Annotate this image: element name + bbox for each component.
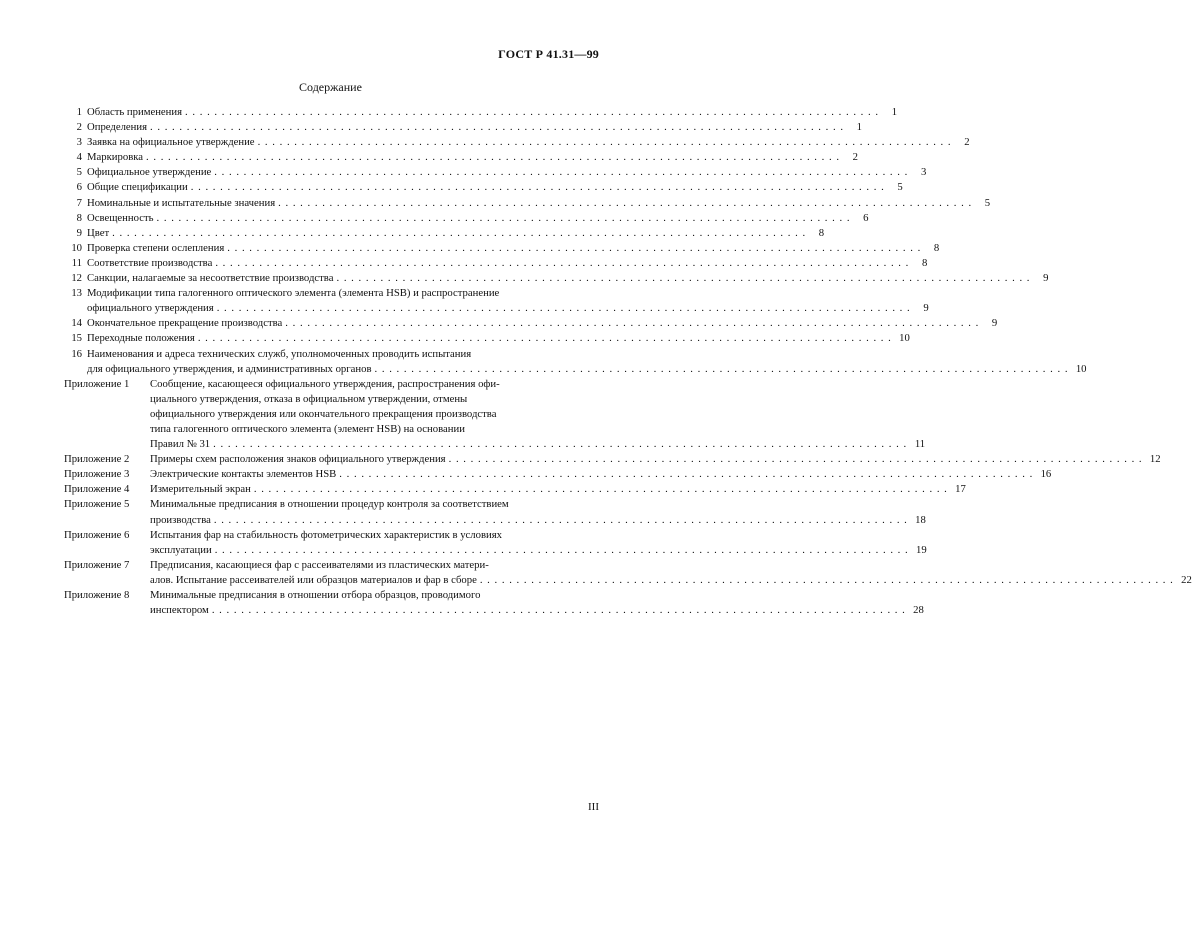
appendix-label: Приложение 2 [64, 453, 130, 466]
appendix-label: Приложение 6 [64, 528, 130, 541]
section-number: 14 [71, 317, 82, 330]
section-number: 13 [71, 287, 82, 300]
entry-title-line: Примеры схем расположения знаков официального утверждения [150, 453, 446, 466]
entry-title-line: эксплуатации [150, 543, 212, 556]
section-number: 7 [76, 196, 82, 209]
toc-appendix-entry[interactable] [64, 528, 927, 558]
section-number: 15 [71, 332, 82, 345]
dot-leader: . . . . . . . . . . . . . . . . . . . . . . . . . . . . . . . . . . . . . . . . . . . . . . . . . . . . . . . . . . . . . . . . . . . . . . . . . . . . . . . . . . . . . . . . . . . . . . . [185, 106, 880, 118]
entry-title-line: Маркировка [87, 151, 144, 164]
entry-title-line: Область применения [87, 106, 183, 118]
toc-section-entry[interactable] [64, 211, 869, 226]
toc-section-entry[interactable] [64, 347, 1087, 377]
dot-leader: . . . . . . . . . . . . . . . . . . . . . . . . . . . . . . . . . . . . . . . . . . . . . . . . . . . . . . . . . . . . . . . . . . . . . . . . . . . . . . . . . . . . . . . . . . . . . . . [448, 453, 1143, 466]
entry-title-line: Электрические контакты элементов HSB [150, 468, 337, 481]
dot-leader: . . . . . . . . . . . . . . . . . . . . . . . . . . . . . . . . . . . . . . . . . . . . . . . . . . . . . . . . . . . . . . . . . . . . . . . . . . . . . . . . . . . . . . . . . . . . . . . [156, 211, 851, 224]
appendix-label: Приложение 4 [64, 483, 130, 496]
entry-title-line: Минимальные предписания в отношении отбора образцов, проводимого [150, 589, 481, 601]
section-number: 9 [76, 226, 82, 239]
page-number-ref: 1 [891, 106, 898, 118]
toc-section-entry[interactable] [64, 135, 970, 150]
page-number-ref: 22 [1181, 573, 1192, 586]
page-number-ref: 9 [923, 302, 929, 315]
dot-leader: . . . . . . . . . . . . . . . . . . . . . . . . . . . . . . . . . . . . . . . . . . . . . . . . . . . . . . . . . . . . . . . . . . . . . . . . . . . . . . . . . . . . . . . . . . . . . . . [257, 136, 952, 149]
entry-title-line: Цвет [87, 226, 110, 239]
standard-code-header: ГОСТ Р 41.31—99 [498, 47, 599, 61]
dot-leader: . . . . . . . . . . . . . . . . . . . . . . . . . . . . . . . . . . . . . . . . . . . . . . . . . . . . . . . . . . . . . . . . . . . . . . . . . . . . . . . . . . . . . . . . . . . . . . . [479, 573, 1174, 586]
entry-title-line: Минимальные предписания в отношении процедур контроля за соответствием [150, 498, 509, 511]
entry-title-line: официального утверждения [87, 302, 214, 315]
dot-leader: . . . . . . . . . . . . . . . . . . . . . . . . . . . . . . . . . . . . . . . . . . . . . . . . . . . . . . . . . . . . . . . . . . . . . . . . . . . . . . . . . . . . . . . . . . . . . . . [190, 181, 885, 194]
dot-leader: . . . . . . . . . . . . . . . . . . . . . . . . . . . . . . . . . . . . . . . . . . . . . . . . . . . . . . . . . . . . . . . . . . . . . . . . . . . . . . . . . . . . . . . . . . . . . . . [214, 166, 909, 179]
dot-leader: . . . . . . . . . . . . . . . . . . . . . . . . . . . . . . . . . . . . . . . . . . . . . . . . . . . . . . . . . . . . . . . . . . . . . . . . . . . . . . . . . . . . . . . . . . . . . . . [336, 272, 1031, 285]
toc-title: Содержание [299, 80, 362, 94]
toc-appendix-entry[interactable] [64, 452, 1161, 467]
section-number: 2 [76, 121, 82, 134]
entry-title-line: Предписания, касающиеся фар с рассеивателями из пластических матери- [150, 558, 489, 571]
page-number-ref: 8 [933, 241, 940, 254]
entry-title-line: Сообщение, касающееся официального утверждения, распространения офи- [150, 377, 500, 390]
toc-appendix-entry[interactable] [64, 588, 924, 618]
entry-title-line: Официальное утверждение [87, 166, 212, 179]
entry-title-line: официального утверждения или окончательного прекращения производства [150, 407, 497, 420]
page-number-ref: 1 [856, 121, 862, 134]
page-number-ref: 5 [897, 181, 903, 194]
entry-title-line: Проверка степени ослепления [87, 241, 225, 254]
appendix-label: Приложение 8 [64, 589, 130, 601]
entry-title-line: инспектором [150, 604, 209, 617]
toc-section-entry[interactable] [64, 226, 825, 241]
section-number: 1 [76, 106, 82, 118]
dot-leader: . . . . . . . . . . . . . . . . . . . . . . . . . . . . . . . . . . . . . . . . . . . . . . . . . . . . . . . . . . . . . . . . . . . . . . . . . . . . . . . . . . . . . . . . . . . . . . . [197, 332, 892, 345]
section-number: 12 [71, 272, 82, 285]
toc-section-entry[interactable] [64, 331, 910, 346]
page-number-ref: 9 [991, 317, 998, 330]
toc-section-entry[interactable] [64, 105, 898, 120]
entry-title-line: Переходные положения [87, 332, 195, 345]
dot-leader: . . . . . . . . . . . . . . . . . . . . . . . . . . . . . . . . . . . . . . . . . . . . . . . . . . . . . . . . . . . . . . . . . . . . . . . . . . . . . . . . . . . . . . . . . . . . . . . [339, 468, 1034, 481]
dot-leader: . . . . . . . . . . . . . . . . . . . . . . . . . . . . . . . . . . . . . . . . . . . . . . . . . . . . . . . . . . . . . . . . . . . . . . . . . . . . . . . . . . . . . . . . . . . . . . . [278, 196, 973, 209]
dot-leader: . . . . . . . . . . . . . . . . . . . . . . . . . . . . . . . . . . . . . . . . . . . . . . . . . . . . . . . . . . . . . . . . . . . . . . . . . . . . . . . . . . . . . . . . . . . . . . . [211, 604, 906, 617]
entry-title-line: Испытания фар на стабильность фотометрических характеристик в условиях [150, 528, 502, 541]
appendix-label: Приложение 5 [64, 498, 130, 511]
entry-title-line: Санкции, налагаемые за несоответствие производства [87, 272, 334, 285]
entry-title-line: Измерительный экран [150, 483, 251, 496]
toc-appendix-entry[interactable] [64, 558, 1192, 588]
dot-leader: . . . . . . . . . . . . . . . . . . . . . . . . . . . . . . . . . . . . . . . . . . . . . . . . . . . . . . . . . . . . . . . . . . . . . . . . . . . . . . . . . . . . . . . . . . . . . . . [285, 317, 980, 330]
section-number: 3 [76, 136, 82, 149]
page-number: III [588, 801, 599, 813]
page-number-ref: 2 [964, 136, 970, 149]
appendix-label: Приложение 3 [64, 468, 130, 481]
section-number: 8 [76, 211, 82, 224]
toc-section-entry[interactable] [64, 241, 940, 256]
dot-leader: . . . . . . . . . . . . . . . . . . . . . . . . . . . . . . . . . . . . . . . . . . . . . . . . . . . . . . . . . . . . . . . . . . . . . . . . . . . . . . . . . . . . . . . . . . . . . . . [150, 121, 844, 134]
page-number-ref: 9 [1043, 272, 1049, 285]
page-number-ref: 8 [921, 256, 928, 269]
entry-title-line: алов. Испытание рассеивателей или образцов материалов и фар в сборе [150, 573, 477, 586]
entry-title-line: Окончательное прекращение производства [87, 317, 283, 330]
toc-section-entry[interactable] [64, 150, 858, 165]
dot-leader: . . . . . . . . . . . . . . . . . . . . . . . . . . . . . . . . . . . . . . . . . . . . . . . . . . . . . . . . . . . . . . . . . . . . . . . . . . . . . . . . . . . . . . . . . . . . . . . [253, 483, 948, 496]
dot-leader: . . . . . . . . . . . . . . . . . . . . . . . . . . . . . . . . . . . . . . . . . . . . . . . . . . . . . . . . . . . . . . . . . . . . . . . . . . . . . . . . . . . . . . . . . . . . . . . [213, 438, 908, 451]
appendix-label: Приложение 1 [64, 377, 130, 390]
entry-title-line: Заявка на официальное утверждение [87, 136, 255, 149]
dot-leader: . . . . . . . . . . . . . . . . . . . . . . . . . . . . . . . . . . . . . . . . . . . . . . . . . . . . . . . . . . . . . . . . . . . . . . . . . . . . . . . . . . . . . . . . . . . . . . . [227, 241, 922, 254]
entry-title-line: Общие спецификации [87, 181, 188, 194]
entry-title-line: циального утверждения, отказа в официальном утверждении, отмены [150, 392, 468, 405]
page-number-ref: 19 [915, 543, 927, 556]
entry-title-line: Соответствие производства [87, 256, 213, 269]
entry-title-line: для официального утверждения, и административных органов [87, 362, 372, 375]
page-number-ref: 3 [920, 166, 927, 179]
toc-section-entry[interactable] [64, 271, 1049, 286]
entry-title-line: Номинальные и испытательные значения [87, 196, 276, 209]
page-number-ref: 11 [914, 438, 926, 451]
page-number-ref: 12 [1149, 453, 1161, 466]
toc-section-entry[interactable] [64, 316, 998, 331]
page-number-ref: 18 [915, 513, 926, 526]
dot-leader: . . . . . . . . . . . . . . . . . . . . . . . . . . . . . . . . . . . . . . . . . . . . . . . . . . . . . . . . . . . . . . . . . . . . . . . . . . . . . . . . . . . . . . . . . . . . . . . [216, 302, 911, 315]
dot-leader: . . . . . . . . . . . . . . . . . . . . . . . . . . . . . . . . . . . . . . . . . . . . . . . . . . . . . . . . . . . . . . . . . . . . . . . . . . . . . . . . . . . . . . . . . . . . . . . [374, 362, 1069, 375]
section-number: 6 [76, 181, 82, 194]
section-number: 4 [76, 151, 82, 164]
page-number-ref: 6 [863, 211, 869, 224]
toc-section-entry[interactable] [64, 256, 928, 271]
entry-title-line: Правил № 31 [150, 438, 211, 451]
page-number-ref: 10 [1075, 362, 1087, 375]
toc-section-entry[interactable] [64, 180, 903, 195]
entry-title-line: Освещенность [87, 211, 154, 224]
entry-title-line: Модификации типа галогенного оптического элемента (элемента HSB) и распространение [87, 287, 500, 300]
toc-appendix-entry[interactable] [64, 497, 926, 527]
section-number: 16 [71, 347, 82, 360]
dot-leader: . . . . . . . . . . . . . . . . . . . . . . . . . . . . . . . . . . . . . . . . . . . . . . . . . . . . . . . . . . . . . . . . . . . . . . . . . . . . . . . . . . . . . . . . . . . . . . . [213, 513, 908, 526]
appendix-label: Приложение 7 [64, 558, 130, 571]
section-number: 10 [71, 241, 82, 254]
toc-section-entry[interactable] [64, 165, 927, 180]
section-number: 11 [71, 256, 82, 269]
toc-section-entry[interactable] [64, 196, 991, 211]
dot-leader: . . . . . . . . . . . . . . . . . . . . . . . . . . . . . . . . . . . . . . . . . . . . . . . . . . . . . . . . . . . . . . . . . . . . . . . . . . . . . . . . . . . . . . . . . . . . . . . [112, 226, 807, 239]
entry-title-line: типа галогенного оптического элемента (элемент HSB) на основании [150, 422, 465, 435]
page-number-ref: 17 [955, 483, 966, 496]
toc-section-entry[interactable] [64, 286, 929, 316]
table-of-contents [64, 105, 1192, 618]
section-number: 5 [76, 166, 82, 179]
dot-leader: . . . . . . . . . . . . . . . . . . . . . . . . . . . . . . . . . . . . . . . . . . . . . . . . . . . . . . . . . . . . . . . . . . . . . . . . . . . . . . . . . . . . . . . . . . . . . . . [215, 256, 910, 269]
toc-appendix-entry[interactable] [64, 467, 1052, 482]
page-number-ref: 2 [852, 151, 858, 164]
dot-leader: . . . . . . . . . . . . . . . . . . . . . . . . . . . . . . . . . . . . . . . . . . . . . . . . . . . . . . . . . . . . . . . . . . . . . . . . . . . . . . . . . . . . . . . . . . . . . . . [146, 151, 840, 164]
page-number-ref: 8 [818, 226, 825, 239]
toc-appendix-entry[interactable] [64, 482, 966, 497]
page-number-ref: 28 [913, 604, 924, 617]
dot-leader: . . . . . . . . . . . . . . . . . . . . . . . . . . . . . . . . . . . . . . . . . . . . . . . . . . . . . . . . . . . . . . . . . . . . . . . . . . . . . . . . . . . . . . . . . . . . . . . [214, 543, 909, 556]
entry-title-line: производства [150, 513, 211, 526]
page-number-ref: 10 [899, 332, 910, 345]
page-number-ref: 16 [1040, 468, 1052, 481]
entry-title-line: Определения [87, 121, 147, 134]
toc-section-entry[interactable] [64, 120, 862, 135]
entry-title-line: Наименования и адреса технических служб, уполномоченных проводить испытания [87, 347, 472, 360]
toc-appendix-entry[interactable] [64, 377, 926, 452]
page-number-ref: 5 [984, 196, 991, 209]
